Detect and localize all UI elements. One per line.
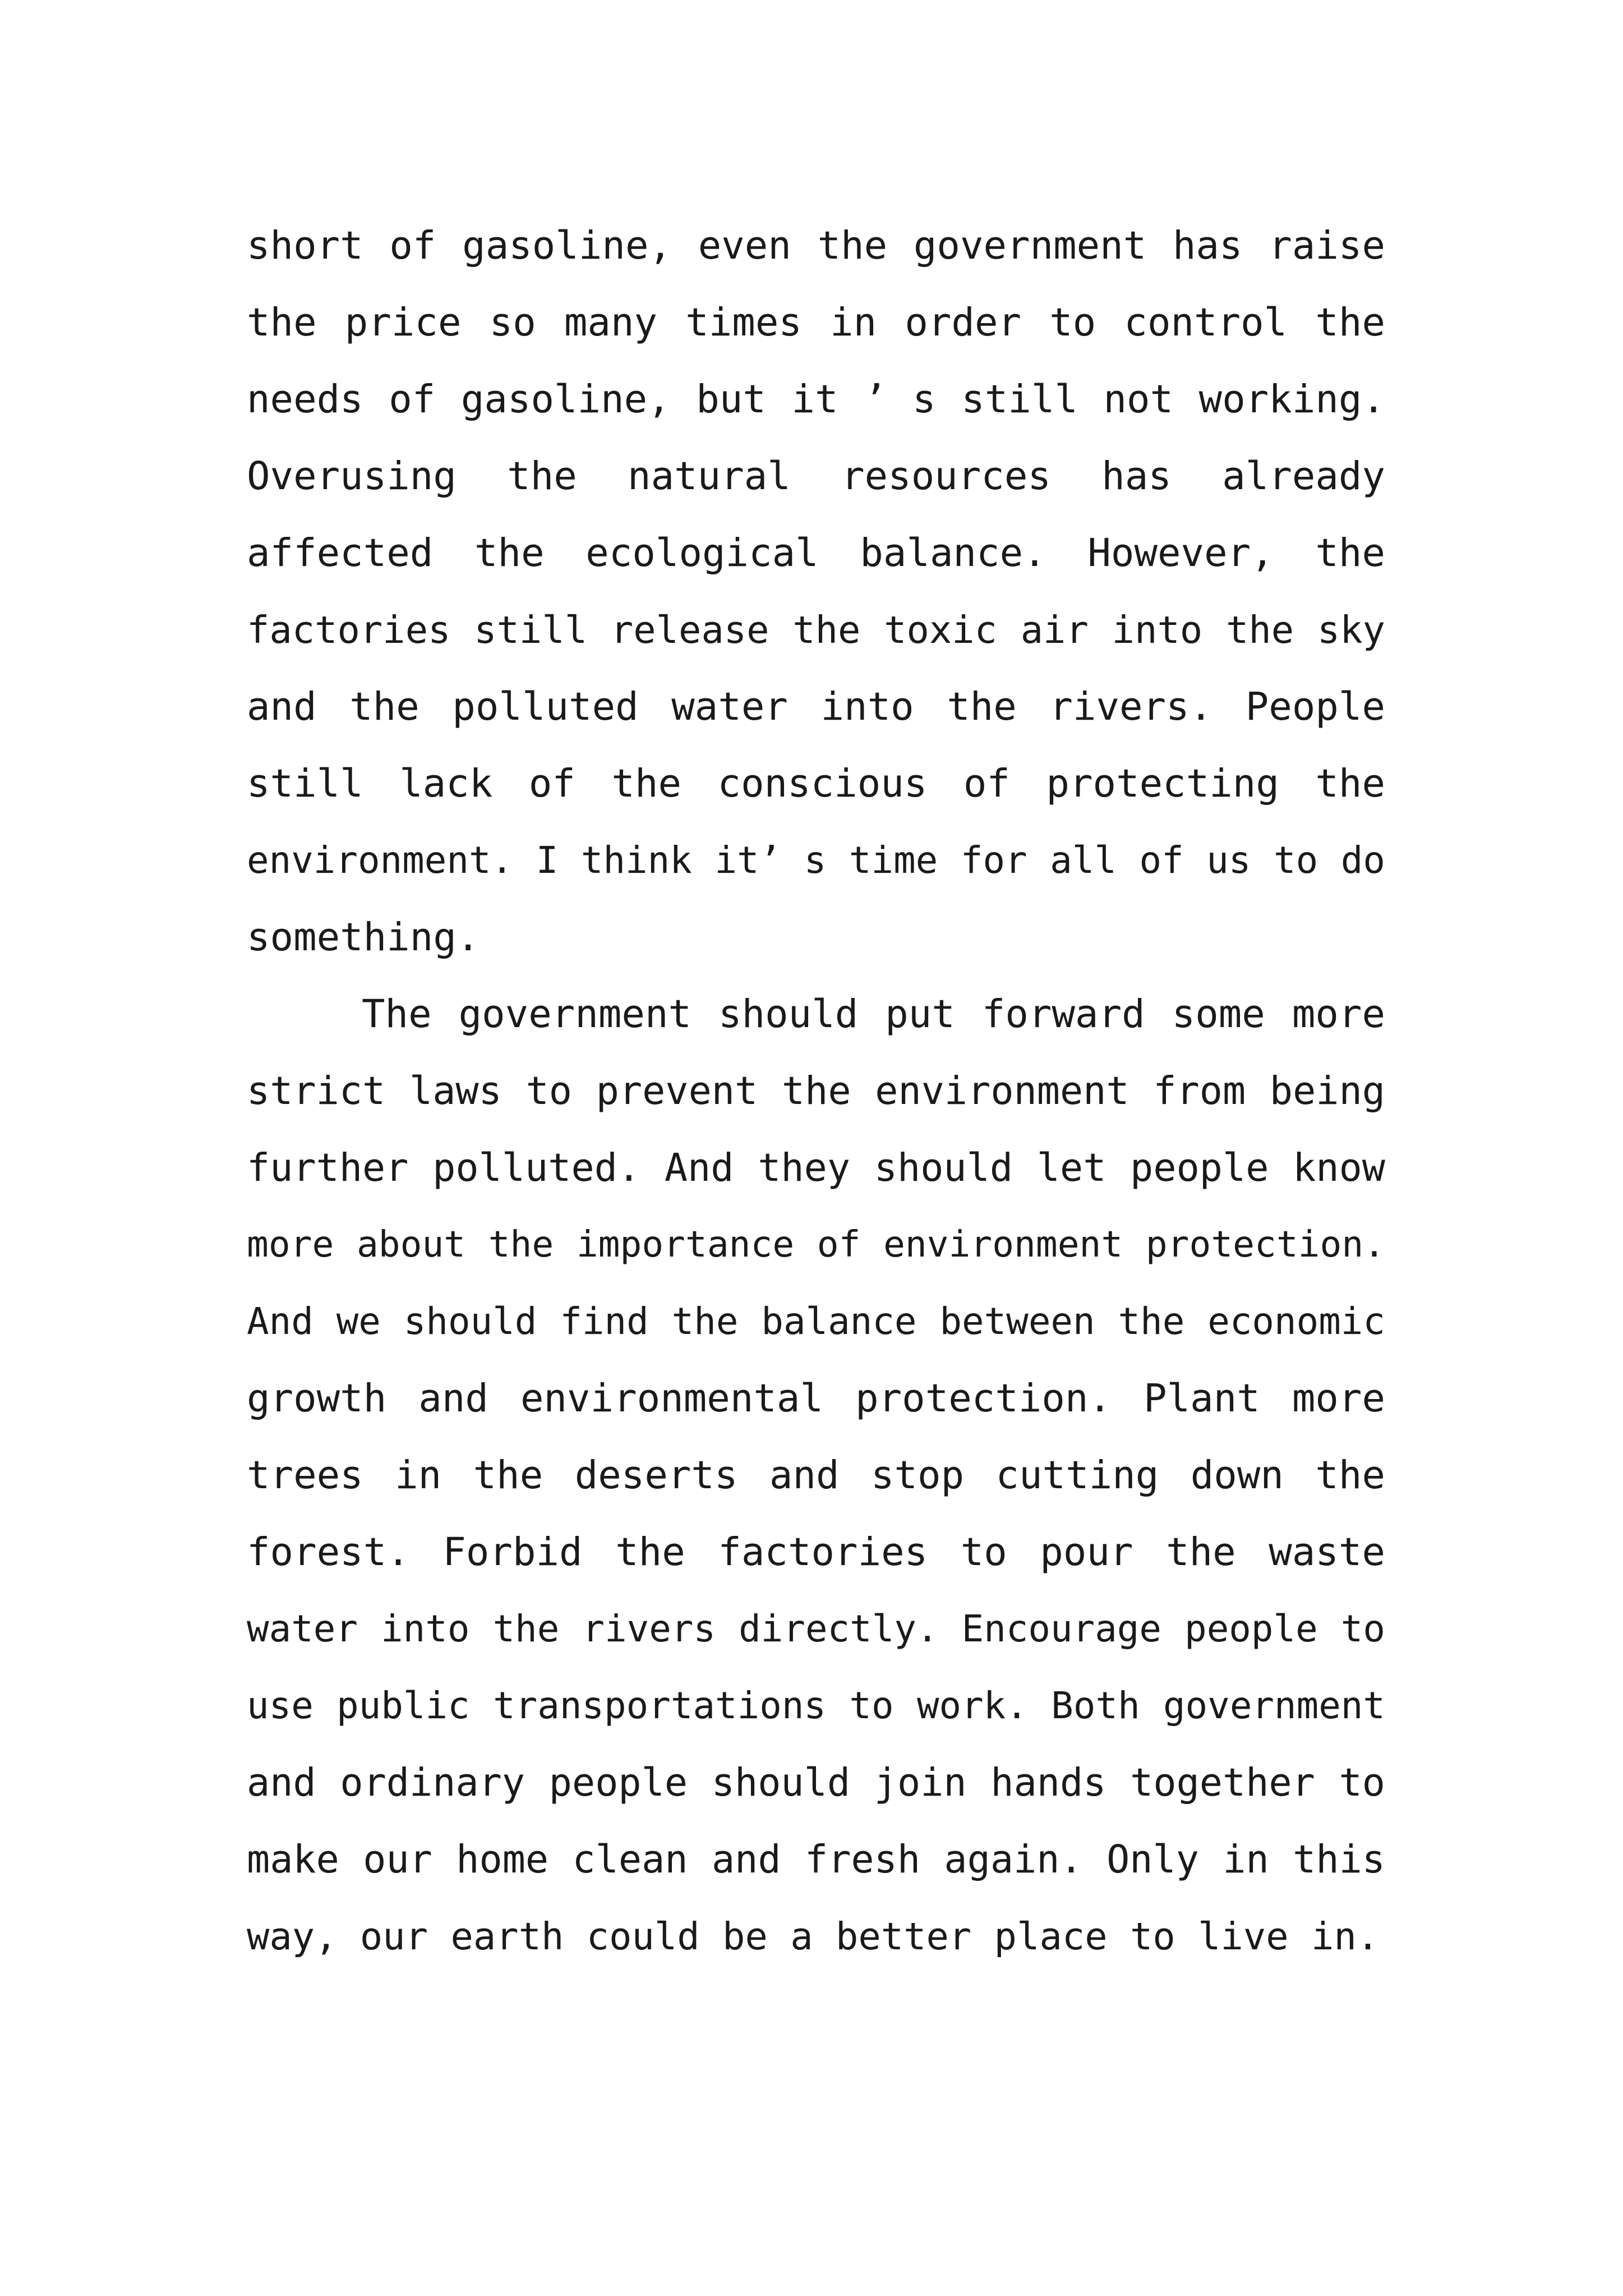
text-line: environment. I think it’ s time for all of us to do — [247, 839, 1385, 882]
text-line: use public transportations to work. Both government — [247, 1684, 1385, 1727]
text-line: more about the importance of environment protection. — [247, 1223, 1385, 1266]
text-line: needs of gasoline, but it ’ s still not working. — [247, 377, 1385, 422]
text-line: and the polluted water into the rivers. People — [247, 684, 1385, 729]
text-line: way, our earth could be a better place to live in. — [247, 1915, 1380, 1958]
paragraph-start-line: The government should put forward some more — [362, 992, 1385, 1037]
text-line: factories still release the toxic air into the sky — [247, 608, 1385, 652]
text-line: affected the ecological balance. However, the — [247, 531, 1385, 576]
text-line: make our home clean and fresh again. Only in this — [247, 1837, 1385, 1882]
text-line: growth and environmental protection. Plant more — [247, 1376, 1385, 1421]
text-line: forest. Forbid the factories to pour the waste — [247, 1530, 1385, 1575]
text-line: further polluted. And they should let people know — [247, 1145, 1385, 1190]
text-line: And we should find the balance between the economic — [247, 1300, 1385, 1343]
text-line: still lack of the conscious of protecting the — [247, 761, 1385, 806]
body-text — [247, 218, 1385, 1985]
text-line: strict laws to prevent the environment from being — [247, 1069, 1385, 1114]
text-line: the price so many times in order to control the — [247, 300, 1385, 345]
text-line: and ordinary people should join hands together to — [247, 1760, 1385, 1805]
text-line: trees in the deserts and stop cutting down the — [247, 1453, 1385, 1498]
text-line: Overusing the natural resources has already — [247, 454, 1385, 499]
text-line: water into the rivers directly. Encourage people to — [247, 1607, 1385, 1650]
text-line: something. — [247, 915, 480, 960]
text-line: short of gasoline, even the government has raise — [247, 223, 1385, 268]
